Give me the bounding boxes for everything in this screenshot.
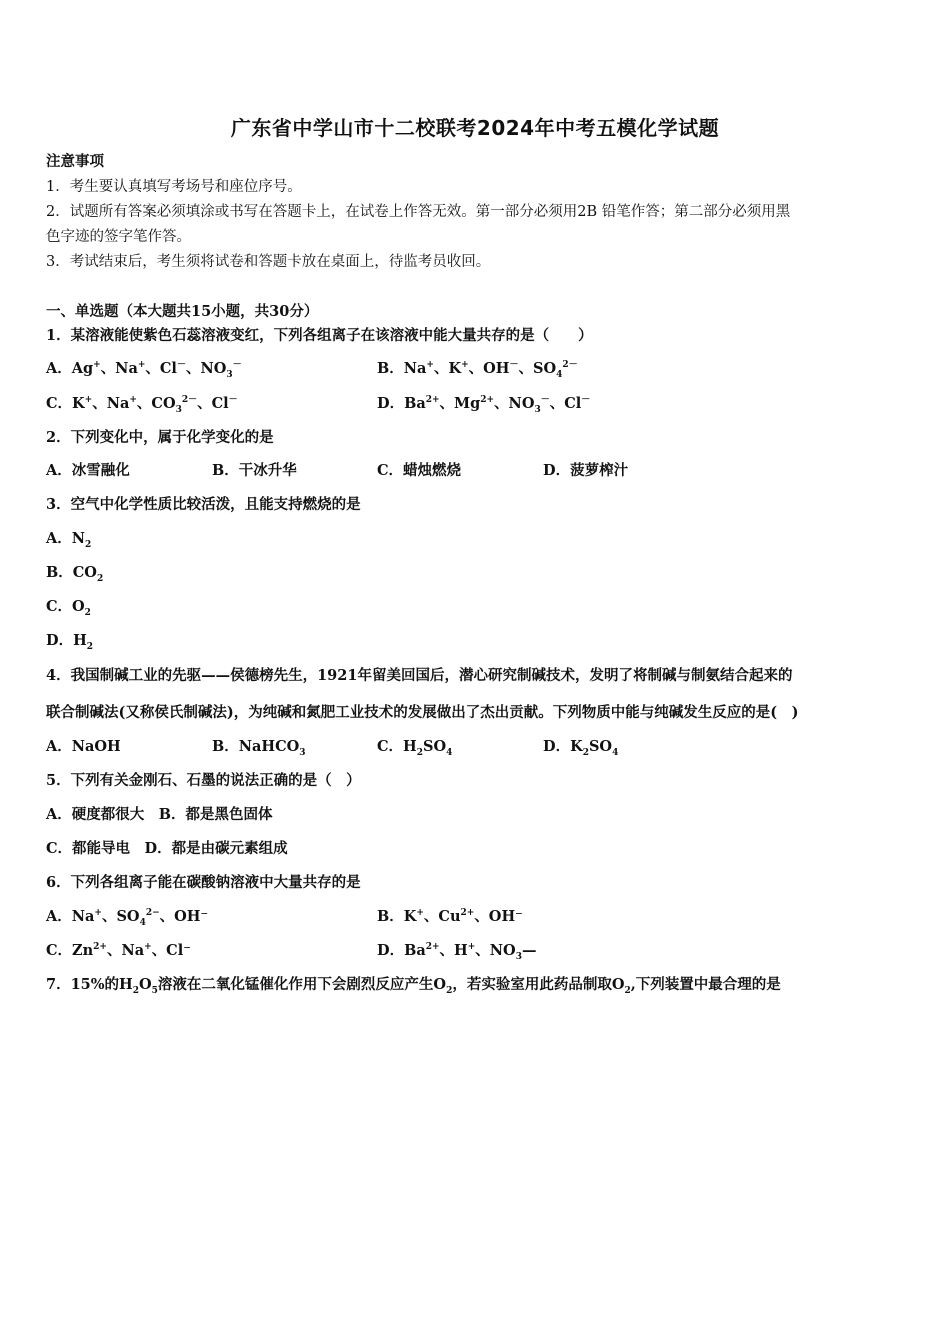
notice-item-2: 2．试题所有答案必须填涂或书写在答题卡上，在试卷上作答无效。第一部分必须用2B 铅笔作答；第二部分必须用黑: [46, 204, 791, 220]
question-4-option-b: B．NaHCO$_3$: [212, 738, 306, 758]
question-4-stem-line-1: 4．我国制碱工业的先驱——侯德榜先生，1921年留美回国后，潜心研究制碱技术，发明了将制碱与制氨结合起来的: [46, 667, 793, 684]
question-5-stem: 5．下列有关金刚石、石墨的说法正确的是（ ）: [46, 772, 361, 789]
question-5-options-ab: A．硬度都很大 B．都是黑色固体: [46, 806, 273, 823]
question-3-stem: 3．空气中化学性质比较活泼，且能支持燃烧的是: [46, 496, 361, 513]
question-2-option-d: D．菠萝榨汁: [543, 462, 629, 479]
question-1-stem: 1．某溶液能使紫色石蕊溶液变红，下列各组离子在该溶液中能大量共存的是（ ）: [46, 327, 593, 344]
question-5-options-cd: C．都能导电 D．都是由碳元素组成: [46, 840, 288, 857]
notice-heading: 注意事项: [46, 153, 104, 170]
notice-item-2-cont: 色字迹的签字笔作答。: [46, 229, 191, 245]
question-6-option-d: D．$Ba^{2+}$、H+、$NO_3—$: [377, 942, 537, 962]
question-1-option-d: D．$Ba^{2+}$、$Mg^{2+}$、$NO_3^-$、Cl－: [377, 395, 591, 415]
question-6-stem: 6．下列各组离子能在碳酸钠溶液中大量共存的是: [46, 874, 361, 891]
question-3-option-d: D．$H_2$: [46, 632, 94, 652]
question-4-stem-line-2: 联合制碱法(又称侯氏制碱法)，为纯碱和氮肥工业技术的发展做出了杰出贡献。下列物质中能与纯碱发生反应的是( ): [46, 704, 799, 721]
question-4-option-c: C．$H_2SO_4$: [377, 738, 453, 758]
question-1-option-c: C．K+、Na+、$CO_3^{2-}$、Cl－: [46, 395, 238, 415]
question-6-option-c: C．$Zn^{2+}$、Na+、Cl⁻: [46, 942, 191, 959]
question-6-option-a: A．Na+、$SO_4^{2-}$、OH⁻: [46, 908, 209, 928]
question-2-option-a: A．冰雪融化: [46, 462, 130, 479]
question-1-option-a: A．Ag+、Na+、Cl－、$NO_3^-$: [46, 360, 242, 380]
question-4-option-d: D．$K_2SO_4$: [543, 738, 619, 758]
question-3-option-c: C．$O_2$: [46, 598, 91, 618]
question-4-option-a: A．NaOH: [46, 738, 121, 755]
question-2-option-b: B．干冰升华: [212, 462, 297, 479]
question-6-option-b: B．K+、$Cu^{2+}$、OH⁻: [377, 908, 523, 925]
question-1-option-b: B．Na+、K+、OH－、$SO_4^{2-}$: [377, 360, 578, 380]
question-3-option-a: A．$N_2$: [46, 530, 92, 550]
question-3-option-b: B．$CO_2$: [46, 564, 104, 584]
notice-item-3: 3．考试结束后，考生须将试卷和答题卡放在桌面上，待监考员收回。: [46, 254, 491, 270]
question-7-stem: 7．15%的$H_2O_5$溶液在二氧化锰催化作用下会剧烈反应产生$O_2$，若实验室用此药品制取$O_2$,下列装置中最合理的是: [46, 976, 781, 996]
question-2-stem: 2．下列变化中，属于化学变化的是: [46, 429, 274, 446]
question-2-option-c: C．蜡烛燃烧: [377, 462, 462, 479]
notice-item-1: 1．考生要认真填写考场号和座位序号。: [46, 179, 302, 195]
section-heading: 一、单选题（本大题共15小题，共30分）: [46, 303, 319, 320]
page-title: 广东省中学山市十二校联考2024年中考五模化学试题: [230, 116, 720, 140]
